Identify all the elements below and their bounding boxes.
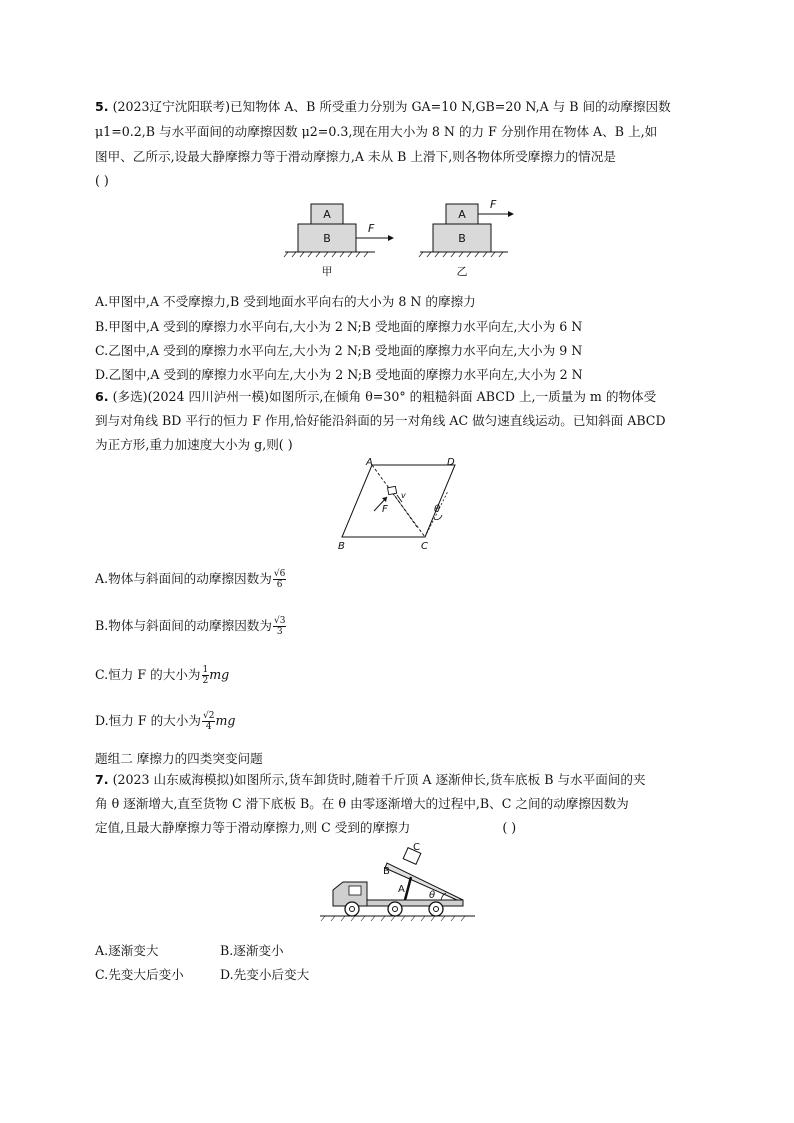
q7-cab-window [349, 886, 361, 895]
q5-line2: μ1=0.2,B 与水平面间的动摩擦因数 μ2=0.3,现在用大小为 8 N 的力 F 分别作用在物体 A、B 上,如 [95, 124, 658, 139]
q6-option-b-den: 3 [276, 627, 283, 637]
q6-option-a-text: A.物体与斜面间的动摩擦因数为 [95, 571, 272, 586]
q5-jia-label-a: A [323, 208, 331, 221]
q7-number: 7. [95, 772, 109, 787]
q7-line3 [95, 819, 516, 837]
q6-option-d-den: 4 [205, 722, 212, 732]
q6-option-b-fraction [273, 616, 286, 637]
q6-number: 6. [95, 389, 109, 404]
q7-label-b: B [383, 866, 390, 877]
q6-option-a [95, 568, 286, 590]
q7-label-c: C [413, 842, 420, 853]
q6-line2: 到与对角线 BD 平行的恒力 F 作用,恰好能沿斜面的另一对角线 AC 做匀速直线运动。已知斜面 ABCD [95, 413, 666, 428]
q7-option-d: D.先变小后变大 [220, 967, 310, 982]
q5-number: 5. [95, 99, 109, 114]
q5-line1 [95, 98, 671, 116]
q5-figure [280, 195, 520, 280]
q7-option-a: A.逐渐变大 [95, 943, 159, 958]
group2-heading: 题组二 摩擦力的四类突变问题 [95, 751, 263, 766]
q7-option-b: B.逐渐变小 [220, 943, 284, 958]
q6-angle-arc [434, 515, 442, 520]
q5-line3: 图甲、乙所示,设最大静摩擦力等于滑动摩擦力,A 未从 B 上滑下,则各物体所受摩擦力的情况是 [95, 149, 616, 164]
q6-label-v: v [401, 491, 406, 500]
q6-option-a-den: 6 [276, 580, 283, 590]
q6-object [388, 486, 397, 494]
q7-truck-bed-b [385, 863, 463, 900]
q6-figure [330, 455, 475, 555]
q5-fig-yi [419, 198, 514, 278]
q6-label-c: C [421, 541, 428, 552]
q6-option-d-fraction [202, 711, 215, 732]
q6-option-d-suffix: mg [215, 713, 236, 728]
q6-label-a: A [366, 457, 373, 468]
q6-text-1: (多选)(2024 四川泸州一模)如图所示,在倾角 θ=30° 的粗糙斜面 ABCD 上,一质量为 m 的物体受 [112, 389, 657, 404]
q6-option-d-text: D.恒力 F 的大小为 [95, 713, 201, 728]
q6-label-d: D [447, 457, 455, 468]
q6-option-c-num: 1 [202, 665, 209, 675]
q7-answer-blank: ( ) [502, 820, 517, 835]
q7-line1 [95, 771, 646, 789]
q5-text-1: (2023辽宁沈阳联考)已知物体 A、B 所受重力分别为 GA=10 N,GB=20 N,A 与 B 间的动摩擦因数 [112, 99, 671, 114]
q6-option-b-num: √3 [273, 616, 286, 626]
q7-label-a: A [398, 884, 405, 895]
q7-line2: 角 θ 逐渐增大,直至货物 C 滑下底板 B。在 θ 由零逐渐增大的过程中,B、C 之间的动摩擦因数为 [95, 796, 629, 811]
q5-option-c: C.乙图中,A 受到的摩擦力水平向左,大小为 2 N;B 受地面的摩擦力水平向左,大小为 9 N [95, 343, 583, 358]
q5-option-b: B.甲图中,A 受到的摩擦力水平向右,大小为 2 N;B 受地面的摩擦力水平向左,大小为 6 N [95, 319, 583, 334]
q6-option-c-suffix: mg [209, 667, 230, 682]
q5-jia-label-f: F [368, 222, 375, 235]
q5-yi-label-a: A [458, 208, 466, 221]
q5-option-d: D.乙图中,A 受到的摩擦力水平向左,大小为 2 N;B 受地面的摩擦力水平向左,大小为 2 N [95, 367, 583, 382]
q7-option-c: C.先变大后变小 [95, 967, 184, 982]
q6-option-a-fraction [273, 569, 286, 590]
q6-option-c-text: C.恒力 F 的大小为 [95, 667, 201, 682]
q6-option-b [95, 615, 286, 637]
q6-label-theta: θ [434, 504, 441, 515]
q5-jia-label-b: B [323, 232, 331, 245]
q7-jack-a [405, 877, 411, 900]
q6-label-f: F [382, 504, 388, 515]
q5-jia-caption: 甲 [321, 265, 333, 278]
q5-fig-jia [284, 204, 394, 278]
q6-option-b-text: B.物体与斜面间的动摩擦因数为 [95, 618, 272, 633]
q5-yi-caption: 乙 [456, 265, 468, 278]
q5-answer-blank: ( ) [95, 173, 109, 188]
q5-yi-label-f: F [490, 198, 497, 211]
q6-line1 [95, 388, 656, 406]
q6-option-d [95, 710, 235, 732]
q6-option-c [95, 664, 229, 686]
q7-text-1: (2023 山东威海模拟)如图所示,货车卸货时,随着千斤顶 A 逐渐伸长,货车底板 B 与水平面间的夹 [112, 772, 646, 787]
q5-option-a: A.甲图中,A 不受摩擦力,B 受到地面水平向右的大小为 8 N 的摩擦力 [95, 294, 476, 309]
q7-chassis [367, 900, 463, 906]
q6-line3: 为正方形,重力加速度大小为 g,则( ) [95, 437, 293, 452]
q6-option-c-den: 2 [202, 676, 209, 686]
q5-yi-label-b: B [458, 232, 466, 245]
q7-label-theta: θ [429, 890, 436, 901]
q6-label-b: B [338, 541, 345, 552]
q7-truck-figure [315, 838, 480, 928]
q7-text-3: 定值,且最大静摩擦力等于滑动摩擦力,则 C 受到的摩擦力 [95, 820, 411, 835]
q6-option-a-num: √6 [273, 569, 286, 579]
q6-option-d-num: √2 [202, 711, 215, 721]
